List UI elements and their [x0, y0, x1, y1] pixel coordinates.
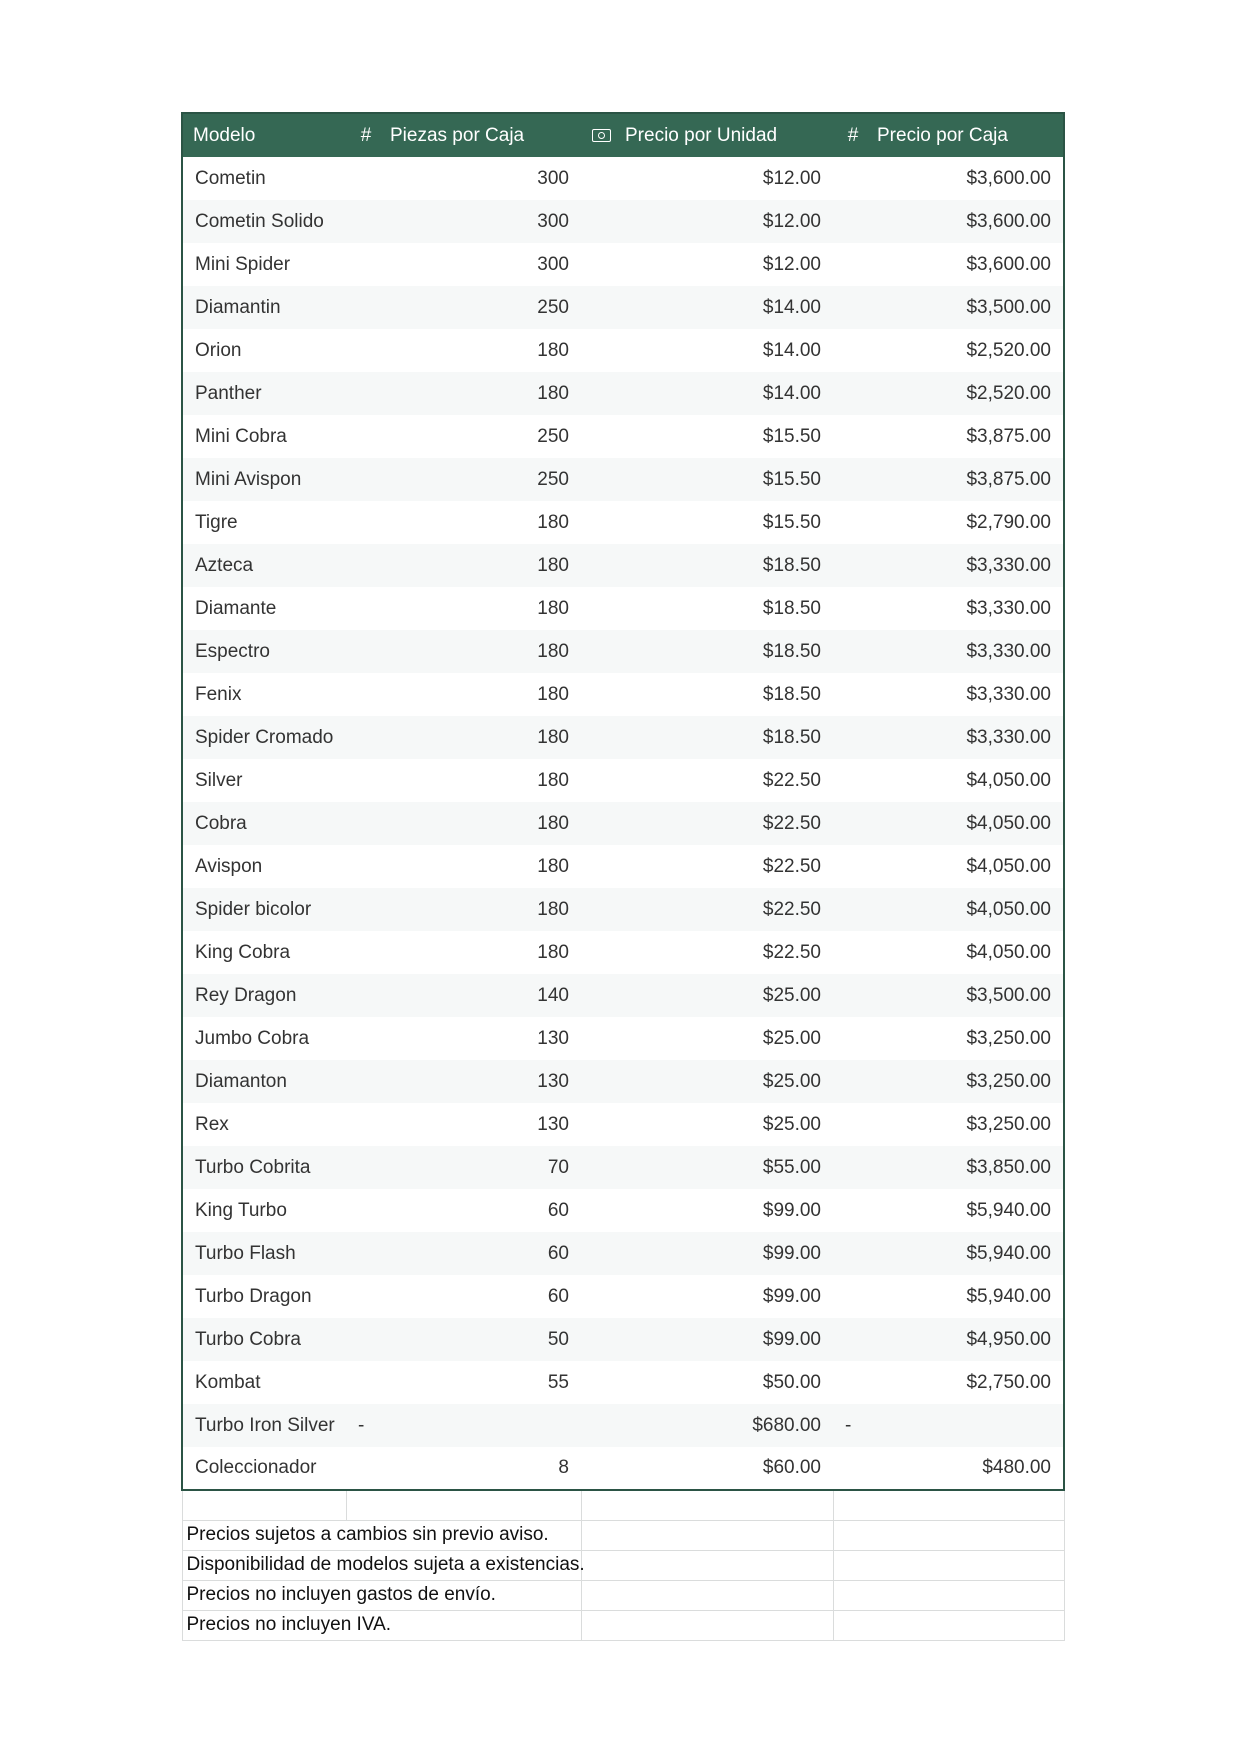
notes-section [182, 1490, 1064, 1640]
table-row [182, 501, 1064, 544]
table-row [182, 1447, 1064, 1490]
cell-precio-caja[interactable]: $3,875.00 [833, 415, 1064, 458]
cell-piezas[interactable]: 60 [547, 1242, 569, 1264]
cell-modelo[interactable]: Cometin Solido [182, 200, 346, 243]
cell-piezas[interactable]: 250 [537, 296, 569, 318]
table-row [182, 544, 1064, 587]
cell-precio-unidad[interactable]: $50.00 [762, 1371, 821, 1393]
cell-modelo[interactable]: Jumbo Cobra [182, 1017, 346, 1060]
cell-piezas[interactable]: 55 [547, 1371, 569, 1393]
cell-precio-caja[interactable]: $4,050.00 [833, 888, 1064, 931]
cell-precio-unidad[interactable]: $99.00 [762, 1242, 821, 1264]
cell-precio-unidad[interactable]: $12.00 [762, 210, 821, 232]
table-row [182, 243, 1064, 286]
cell-precio-unidad[interactable]: $680.00 [752, 1414, 821, 1436]
cell-precio-unidad[interactable]: $99.00 [762, 1328, 821, 1350]
cell-modelo[interactable]: Turbo Cobrita [182, 1146, 346, 1189]
cell-piezas[interactable]: 300 [537, 210, 569, 232]
cell-precio-caja[interactable]: $3,330.00 [833, 587, 1064, 630]
cell-precio-caja[interactable]: $3,600.00 [833, 157, 1064, 200]
cell-precio-caja[interactable]: $480.00 [833, 1447, 1064, 1490]
cell-precio-unidad[interactable]: $22.50 [762, 855, 821, 877]
cell-precio-unidad[interactable]: $22.50 [762, 769, 821, 791]
table-row [182, 630, 1064, 673]
note-text[interactable]: Precios no incluyen IVA. [182, 1610, 581, 1640]
cell-modelo[interactable]: Espectro [182, 630, 346, 673]
cell-piezas[interactable]: 180 [537, 554, 569, 576]
cell-precio-caja[interactable]: $3,250.00 [833, 1103, 1064, 1146]
table-row [182, 329, 1064, 372]
cell-precio-caja[interactable]: $4,050.00 [833, 802, 1064, 845]
table-row [182, 372, 1064, 415]
cell-precio-caja[interactable]: $3,330.00 [833, 544, 1064, 587]
header-label: Precio por Unidad [625, 124, 778, 146]
column-header-precio-unidad[interactable] [581, 113, 833, 157]
table-row [182, 888, 1064, 931]
cell-precio-caja[interactable]: $3,330.00 [833, 630, 1064, 673]
cell-precio-unidad[interactable]: $55.00 [762, 1156, 821, 1178]
cell-precio-caja[interactable]: $4,050.00 [833, 845, 1064, 888]
cell-modelo[interactable]: King Cobra [182, 931, 346, 974]
note-text[interactable]: Precios sujetos a cambios sin previo aviso. [182, 1520, 581, 1550]
blank-cell[interactable] [581, 1490, 833, 1520]
table-row [182, 1404, 1064, 1447]
table-row [182, 931, 1064, 974]
blank-cell[interactable] [833, 1580, 1064, 1610]
cell-modelo[interactable]: Spider Cromado [182, 716, 346, 759]
blank-cell[interactable] [833, 1520, 1064, 1550]
cell-modelo[interactable]: Cometin [182, 157, 346, 200]
cell-piezas[interactable]: 180 [537, 339, 569, 361]
cell-precio-caja[interactable]: $4,050.00 [833, 759, 1064, 802]
column-header-modelo[interactable] [182, 113, 346, 157]
cell-piezas[interactable]: 180 [537, 597, 569, 619]
blank-cell[interactable] [833, 1550, 1064, 1580]
cell-precio-caja[interactable]: $4,050.00 [833, 931, 1064, 974]
note-row [182, 1610, 1064, 1640]
cell-piezas[interactable]: 180 [537, 382, 569, 404]
table-row [182, 458, 1064, 501]
cell-modelo[interactable]: King Turbo [182, 1189, 346, 1232]
note-text[interactable]: Disponibilidad de modelos sujeta a existencias. [182, 1550, 581, 1580]
cell-precio-caja[interactable]: $2,520.00 [833, 329, 1064, 372]
table-row [182, 974, 1064, 1017]
header-row [182, 113, 1064, 157]
cell-modelo[interactable]: Cobra [182, 802, 346, 845]
cell-modelo[interactable]: Rex [182, 1103, 346, 1146]
table-row [182, 759, 1064, 802]
table-row [182, 1189, 1064, 1232]
cell-modelo[interactable]: Mini Avispon [182, 458, 346, 501]
cell-modelo[interactable]: Tigre [182, 501, 346, 544]
price-table [181, 112, 1065, 1641]
table-row [182, 716, 1064, 759]
cell-precio-caja[interactable]: $5,940.00 [833, 1275, 1064, 1318]
cell-modelo[interactable]: Spider bicolor [182, 888, 346, 931]
cell-precio-caja[interactable]: $3,500.00 [833, 286, 1064, 329]
note-row [182, 1580, 1064, 1610]
cell-precio-unidad[interactable]: $14.00 [762, 339, 821, 361]
cell-modelo[interactable]: Mini Spider [182, 243, 346, 286]
cell-precio-unidad[interactable]: $15.50 [762, 425, 821, 447]
table-row [182, 200, 1064, 243]
cell-precio-unidad[interactable]: $18.50 [762, 726, 821, 748]
blank-cell[interactable] [182, 1490, 346, 1520]
cell-precio-unidad[interactable]: $18.50 [762, 597, 821, 619]
cell-precio-unidad[interactable]: $25.00 [762, 1070, 821, 1092]
cell-modelo[interactable]: Mini Cobra [182, 415, 346, 458]
cell-piezas[interactable]: 180 [537, 726, 569, 748]
cell-modelo[interactable]: Turbo Iron Silver [182, 1404, 346, 1447]
cell-piezas[interactable]: 180 [537, 812, 569, 834]
cell-precio-unidad[interactable]: $99.00 [762, 1199, 821, 1221]
cell-precio-unidad[interactable]: $25.00 [762, 1027, 821, 1049]
cell-piezas[interactable]: 60 [547, 1199, 569, 1221]
table-row [182, 1361, 1064, 1404]
cell-precio-unidad[interactable]: $15.50 [762, 511, 821, 533]
cell-precio-caja[interactable]: $3,250.00 [833, 1060, 1064, 1103]
cell-precio-caja[interactable]: $3,875.00 [833, 458, 1064, 501]
table-row [182, 1017, 1064, 1060]
blank-cell[interactable] [581, 1520, 833, 1550]
header-label: Modelo [193, 124, 256, 146]
cell-piezas[interactable]: 180 [537, 511, 569, 533]
table-row [182, 1318, 1064, 1361]
cell-modelo[interactable]: Kombat [182, 1361, 346, 1404]
cell-modelo[interactable]: Diamanton [182, 1060, 346, 1103]
cell-precio-caja[interactable]: $3,850.00 [833, 1146, 1064, 1189]
cell-precio-unidad[interactable]: $12.00 [762, 253, 821, 275]
cell-precio-caja[interactable]: $2,520.00 [833, 372, 1064, 415]
cell-precio-unidad[interactable]: $12.00 [762, 167, 821, 189]
table-body [182, 157, 1064, 1490]
note-text[interactable]: Precios no incluyen gastos de envío. [182, 1580, 581, 1610]
table-row [182, 1146, 1064, 1189]
cell-precio-caja[interactable]: $3,330.00 [833, 716, 1064, 759]
cell-precio-caja[interactable]: $4,950.00 [833, 1318, 1064, 1361]
table-row [182, 587, 1064, 630]
cell-modelo[interactable]: Diamantin [182, 286, 346, 329]
cell-modelo[interactable]: Coleccionador [182, 1447, 346, 1490]
cell-piezas[interactable]: 180 [537, 640, 569, 662]
cell-piezas[interactable]: 8 [346, 1447, 581, 1490]
cell-precio-unidad[interactable]: $22.50 [762, 898, 821, 920]
cell-precio-unidad[interactable]: $14.00 [762, 382, 821, 404]
cell-precio-caja[interactable]: $2,750.00 [833, 1361, 1064, 1404]
table-row [182, 286, 1064, 329]
cell-precio-unidad[interactable]: $22.50 [762, 812, 821, 834]
cell-piezas[interactable]: 50 [547, 1328, 569, 1350]
cell-precio-caja[interactable]: $5,940.00 [833, 1232, 1064, 1275]
cell-precio-caja[interactable]: - [833, 1404, 1064, 1447]
note-row [182, 1550, 1064, 1580]
cell-piezas[interactable]: 130 [537, 1027, 569, 1049]
column-header-piezas[interactable] [346, 113, 581, 157]
note-row [182, 1520, 1064, 1550]
cell-precio-unidad[interactable]: $14.00 [762, 296, 821, 318]
cell-modelo[interactable]: Rey Dragon [182, 974, 346, 1017]
header-label: Piezas por Caja [390, 124, 525, 146]
cell-precio-unidad[interactable]: $25.00 [762, 984, 821, 1006]
cell-precio-unidad[interactable]: $99.00 [762, 1285, 821, 1307]
cell-modelo[interactable]: Avispon [182, 845, 346, 888]
cell-precio-caja[interactable]: $3,330.00 [833, 673, 1064, 716]
cell-modelo[interactable]: Silver [182, 759, 346, 802]
cell-piezas[interactable]: 250 [537, 425, 569, 447]
blank-cell[interactable] [346, 1490, 581, 1520]
blank-cell[interactable] [581, 1610, 833, 1640]
blank-row [182, 1490, 1064, 1520]
cell-modelo[interactable]: Turbo Flash [182, 1232, 346, 1275]
cell-piezas[interactable]: 60 [547, 1285, 569, 1307]
blank-cell[interactable] [581, 1580, 833, 1610]
table-row [182, 1232, 1064, 1275]
cell-modelo[interactable]: Diamante [182, 587, 346, 630]
cell-modelo[interactable]: Turbo Cobra [182, 1318, 346, 1361]
column-header-precio-caja[interactable] [833, 113, 1064, 157]
table-row [182, 845, 1064, 888]
cell-piezas[interactable]: 180 [537, 683, 569, 705]
cell-piezas[interactable]: - [358, 1414, 365, 1436]
cell-precio-unidad[interactable]: $15.50 [762, 468, 821, 490]
cell-precio-unidad[interactable]: $18.50 [762, 554, 821, 576]
table-row [182, 1060, 1064, 1103]
cell-piezas[interactable]: 180 [537, 855, 569, 877]
table-row [182, 802, 1064, 845]
blank-cell[interactable] [833, 1610, 1064, 1640]
cell-piezas[interactable]: 130 [537, 1113, 569, 1135]
table-row [182, 415, 1064, 458]
cell-precio-caja[interactable]: $3,250.00 [833, 1017, 1064, 1060]
cell-piezas[interactable]: 300 [537, 167, 569, 189]
cell-precio-unidad[interactable]: $18.50 [762, 640, 821, 662]
hash-icon: # [847, 124, 859, 146]
table-row [182, 157, 1064, 200]
cell-piezas[interactable]: 250 [537, 468, 569, 490]
table-row [182, 1103, 1064, 1146]
cell-piezas[interactable]: 140 [537, 984, 569, 1006]
cell-precio-caja[interactable]: $3,600.00 [833, 243, 1064, 286]
blank-cell[interactable] [833, 1490, 1064, 1520]
cash-icon [591, 125, 611, 147]
cell-precio-unidad[interactable]: $25.00 [762, 1113, 821, 1135]
cell-precio-caja[interactable]: $5,940.00 [833, 1189, 1064, 1232]
blank-cell[interactable] [581, 1550, 833, 1580]
cell-piezas[interactable]: 180 [537, 941, 569, 963]
cell-precio-unidad[interactable]: $22.50 [762, 941, 821, 963]
cell-piezas[interactable]: 70 [547, 1156, 569, 1178]
hash-icon: # [360, 124, 372, 146]
cell-modelo[interactable]: Panther [182, 372, 346, 415]
table-row [182, 673, 1064, 716]
cell-precio-caja[interactable]: $3,600.00 [833, 200, 1064, 243]
table-row [182, 1275, 1064, 1318]
cell-precio-caja[interactable]: $3,500.00 [833, 974, 1064, 1017]
cell-modelo[interactable]: Turbo Dragon [182, 1275, 346, 1318]
cell-precio-unidad[interactable]: $18.50 [762, 683, 821, 705]
cell-piezas[interactable]: 180 [537, 769, 569, 791]
cell-modelo[interactable]: Orion [182, 329, 346, 372]
header-label: Precio por Caja [877, 124, 1008, 146]
cell-piezas[interactable]: 180 [537, 898, 569, 920]
cell-piezas[interactable]: 300 [537, 253, 569, 275]
cell-precio-unidad[interactable]: $60.00 [581, 1447, 833, 1490]
cell-piezas[interactable]: 130 [537, 1070, 569, 1092]
cell-modelo[interactable]: Azteca [182, 544, 346, 587]
cell-precio-caja[interactable]: $2,790.00 [833, 501, 1064, 544]
cell-modelo[interactable]: Fenix [182, 673, 346, 716]
